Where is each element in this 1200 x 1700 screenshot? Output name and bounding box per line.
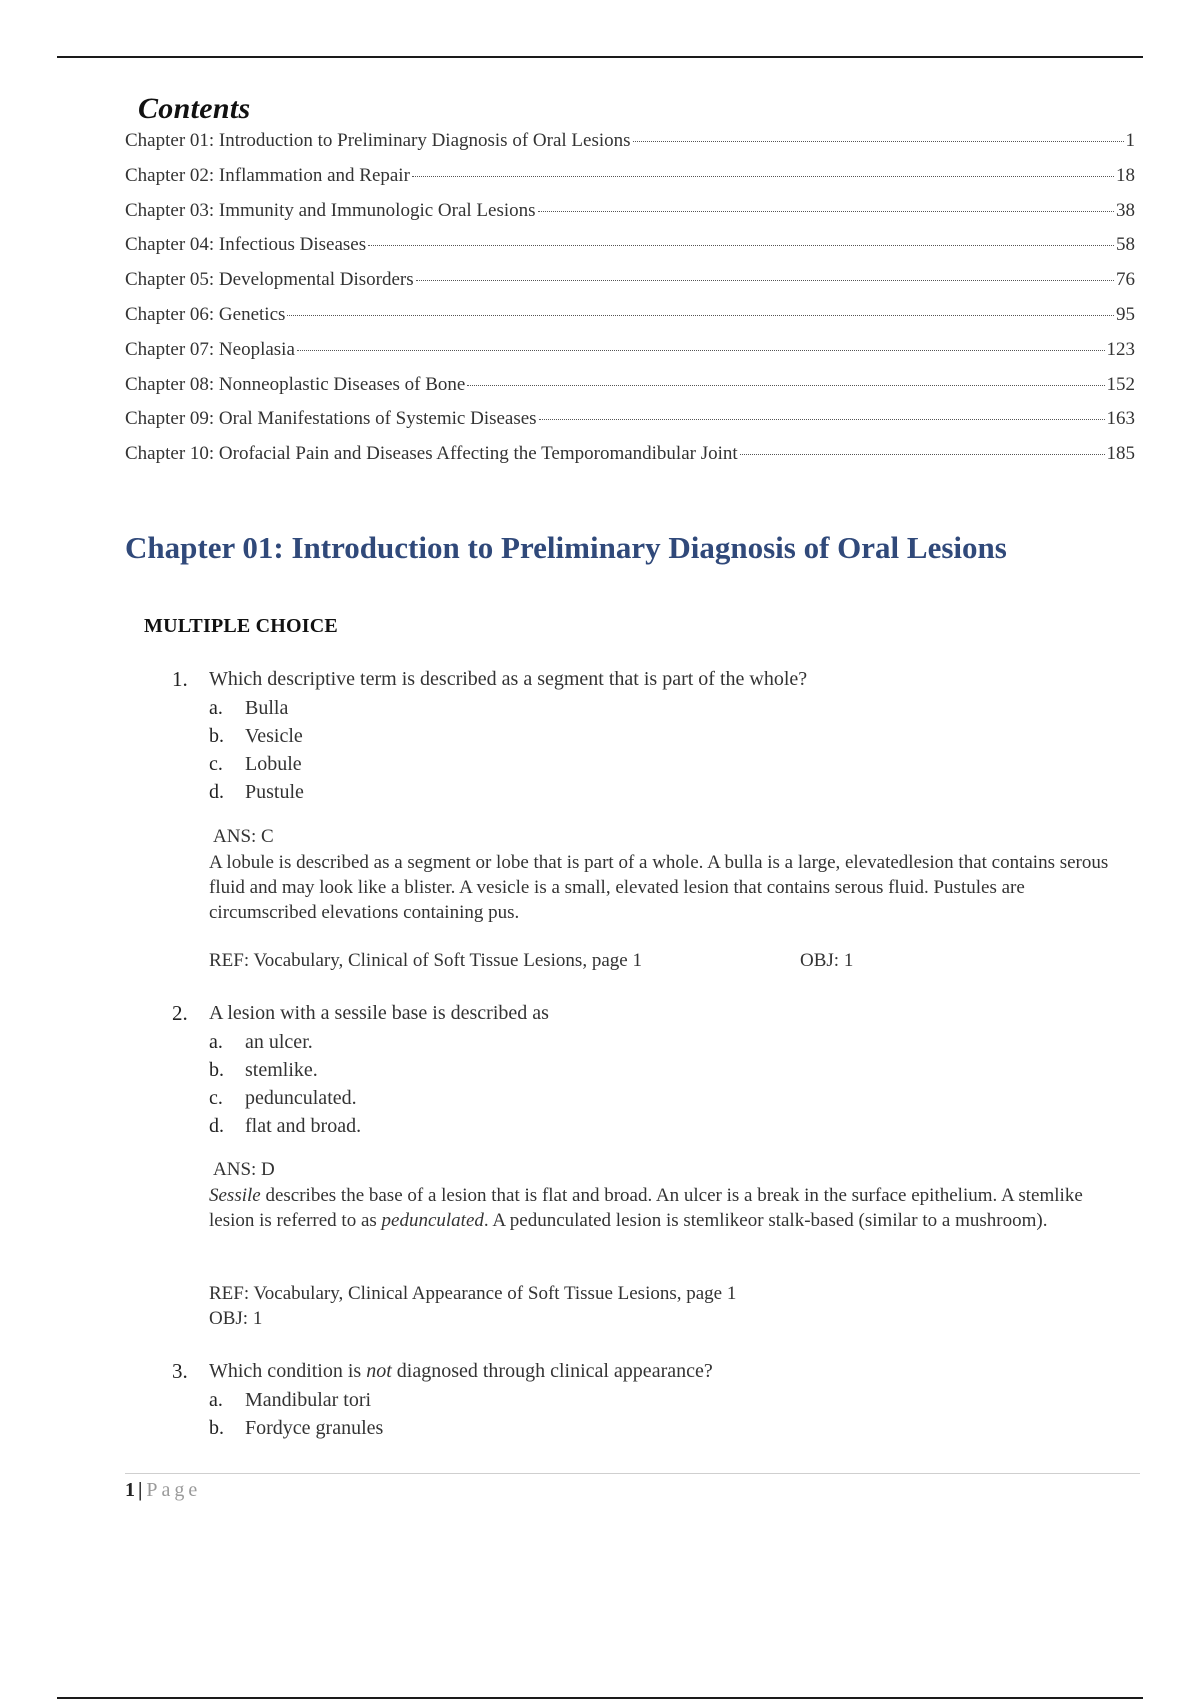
- section-label: MULTIPLE CHOICE: [144, 615, 338, 637]
- page-label: Page: [146, 1479, 202, 1501]
- answer-key: ANS: C: [213, 826, 274, 847]
- answer-option: [209, 1059, 318, 1082]
- answer-option: [209, 1087, 357, 1110]
- toc-entry-page: 95: [1116, 303, 1135, 325]
- toc-entry-page: 18: [1116, 164, 1135, 186]
- toc-leader-dots: [416, 280, 1114, 281]
- toc-entry-page: 1: [1125, 130, 1135, 151]
- toc-entry-04[interactable]: [125, 234, 1135, 269]
- toc-leader-dots: [412, 176, 1114, 177]
- toc-entry-03[interactable]: [125, 200, 1135, 235]
- contents-heading: Contents: [138, 92, 251, 125]
- toc-entry-page: 38: [1116, 199, 1135, 221]
- stem-text: Which condition is: [209, 1360, 367, 1382]
- answer-option: [209, 1417, 383, 1440]
- toc-entry-page: 152: [1106, 373, 1135, 395]
- answer-rationale: A lobule is described as a segment or lobe that is part of a whole. A bulla is a large, elevatedlesion that contains serous fluid and may look like a blister. A vesicle is a small, elevated lesion that contains serous fluid. Pustules are circumscribed elevations containing pus.: [209, 852, 1109, 923]
- toc-leader-dots: [368, 245, 1114, 246]
- answer-key: ANS: D: [213, 1159, 275, 1180]
- question-number: 3.: [172, 1359, 188, 1383]
- answer-option: [209, 1389, 371, 1412]
- footer-rule: [125, 1473, 1140, 1474]
- option-letter: c.: [209, 1087, 223, 1109]
- rationale-text: describes the base of a lesion that is flat and broad. An ulcer is a break in the surface epithelium. A stemlike lesion is referred to as: [209, 1185, 1083, 1231]
- option-text: flat and broad.: [245, 1115, 362, 1137]
- option-letter: d.: [209, 781, 224, 803]
- toc-entry-title: Chapter 06: Genetics: [125, 303, 286, 325]
- toc-entry-page: 185: [1106, 443, 1135, 465]
- answer-option: [209, 1115, 361, 1138]
- answer-option: [209, 781, 304, 804]
- question-number: 2.: [172, 1001, 188, 1025]
- option-text: Vesicle: [245, 725, 303, 747]
- stem-text: diagnosed through clinical appearance?: [391, 1360, 713, 1382]
- toc-entry-10[interactable]: [125, 443, 1135, 478]
- toc-leader-dots: [740, 454, 1105, 455]
- option-text: stemlike.: [245, 1059, 318, 1081]
- option-letter: a.: [209, 1031, 223, 1053]
- term-pedunculated: pedunculated: [381, 1210, 484, 1231]
- objective: OBJ: 1: [209, 1308, 263, 1329]
- toc-leader-dots: [467, 385, 1104, 386]
- answer-option: [209, 725, 303, 748]
- toc-entry-page: 163: [1106, 408, 1135, 430]
- answer-option: [209, 697, 288, 720]
- bottom-rule: [57, 1697, 1143, 1699]
- option-text: Pustule: [245, 781, 304, 803]
- page-number: 1: [125, 1479, 135, 1501]
- toc-entry-title: Chapter 08: Nonneoplastic Diseases of Bone: [125, 373, 466, 395]
- option-letter: a.: [209, 697, 223, 719]
- option-letter: b.: [209, 1059, 224, 1081]
- term-sessile: Sessile: [209, 1185, 261, 1206]
- toc-entry-07[interactable]: [125, 339, 1135, 374]
- toc-leader-dots: [633, 141, 1124, 142]
- toc-entry-title: Chapter 03: Immunity and Immunologic Oral Lesions: [125, 199, 536, 221]
- toc-entry-title: Chapter 04: Infectious Diseases: [125, 234, 367, 256]
- question-stem: Which descriptive term is described as a segment that is part of the whole?: [209, 668, 808, 690]
- option-text: pedunculated.: [245, 1087, 357, 1109]
- toc-entry-page: 123: [1106, 338, 1135, 360]
- toc-entry-title: Chapter 10: Orofacial Pain and Diseases Affecting the Temporomandibular Joint: [125, 443, 738, 465]
- reference: REF: Vocabulary, Clinical Appearance of Soft Tissue Lesions, page 1: [209, 1283, 737, 1304]
- toc-entry-title: Chapter 07: Neoplasia: [125, 338, 295, 360]
- toc-entry-title: Chapter 05: Developmental Disorders: [125, 269, 414, 291]
- toc-entry-02[interactable]: [125, 165, 1135, 200]
- header-rule: [57, 56, 1143, 58]
- toc-entry-title: Chapter 02: Inflammation and Repair: [125, 164, 410, 186]
- toc-entry-05[interactable]: [125, 269, 1135, 304]
- question-number: 1.: [172, 667, 188, 691]
- option-text: an ulcer.: [245, 1031, 313, 1053]
- option-text: Fordyce granules: [245, 1417, 384, 1439]
- toc-leader-dots: [538, 211, 1114, 212]
- toc-entry-page: 58: [1116, 234, 1135, 256]
- option-text: Bulla: [245, 697, 289, 719]
- toc-entry-page: 76: [1116, 269, 1135, 291]
- objective: OBJ: 1: [800, 950, 854, 971]
- option-letter: a.: [209, 1389, 223, 1411]
- answer-option: [209, 1031, 313, 1054]
- footer-separator: |: [138, 1479, 143, 1501]
- option-letter: b.: [209, 1417, 224, 1439]
- page-footer: [125, 1479, 201, 1502]
- answer-option: [209, 753, 302, 776]
- toc-leader-dots: [539, 419, 1105, 420]
- question-stem: A lesion with a sessile base is described as: [209, 1002, 549, 1024]
- answer-rationale: [209, 1183, 1109, 1233]
- option-text: Lobule: [245, 753, 302, 775]
- stem-emphasis: not: [366, 1360, 392, 1382]
- chapter-title: Chapter 01: Introduction to Preliminary Diagnosis of Oral Lesions: [125, 530, 1007, 565]
- table-of-contents: [125, 130, 1135, 478]
- question-stem: [209, 1360, 713, 1383]
- toc-entry-09[interactable]: [125, 408, 1135, 443]
- rationale-text: . A pedunculated lesion is stemlikeor stalk-based (similar to a mushroom).: [483, 1210, 1048, 1231]
- option-letter: c.: [209, 753, 223, 775]
- option-letter: b.: [209, 725, 224, 747]
- option-letter: d.: [209, 1115, 224, 1137]
- toc-leader-dots: [297, 350, 1105, 351]
- toc-entry-title: Chapter 01: Introduction to Preliminary Diagnosis of Oral Lesions: [125, 130, 631, 151]
- toc-entry-title: Chapter 09: Oral Manifestations of Systemic Diseases: [125, 408, 537, 430]
- toc-entry-01[interactable]: [125, 130, 1135, 165]
- toc-leader-dots: [287, 315, 1114, 316]
- toc-entry-06[interactable]: [125, 304, 1135, 339]
- option-text: Mandibular tori: [245, 1389, 372, 1411]
- toc-entry-08[interactable]: [125, 374, 1135, 409]
- reference: REF: Vocabulary, Clinical of Soft Tissue Lesions, page 1: [209, 950, 642, 971]
